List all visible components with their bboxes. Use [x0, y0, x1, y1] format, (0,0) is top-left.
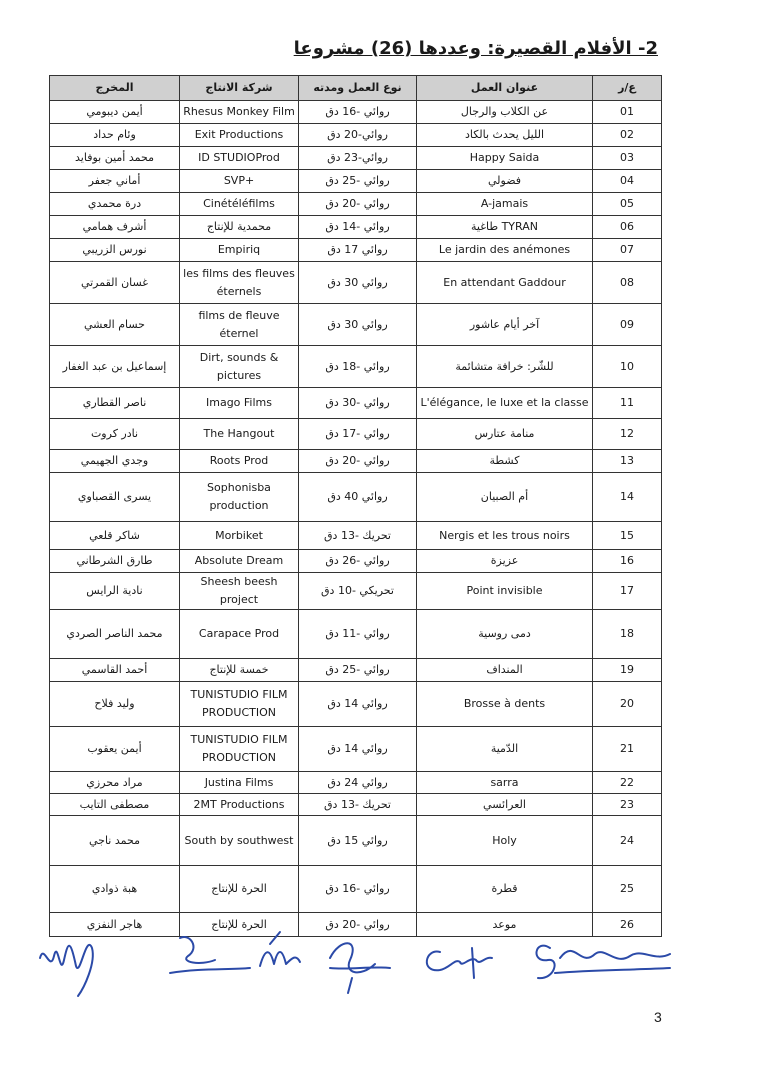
- cell-type: روائي -18 دق: [299, 346, 417, 388]
- table-row: [50, 304, 662, 346]
- cell-title: Brosse à dents: [417, 682, 593, 727]
- cell-producer: Sophonisba production: [180, 473, 299, 522]
- table-row: [50, 388, 662, 419]
- table-row: [50, 794, 662, 816]
- cell-title: منامة عتارس: [417, 419, 593, 450]
- cell-type: روائي 30 دق: [299, 262, 417, 304]
- cell-title: الدّمية: [417, 727, 593, 772]
- cell-num: 25: [593, 866, 662, 913]
- cell-title: طاغية TYRAN: [417, 216, 593, 239]
- header-director: المخرج: [50, 76, 180, 101]
- cell-director: وئام حداد: [50, 124, 180, 147]
- cell-producer: محمدية للإنتاج: [180, 216, 299, 239]
- cell-producer: Exit Productions: [180, 124, 299, 147]
- cell-num: 13: [593, 450, 662, 473]
- cell-title: قطرة: [417, 866, 593, 913]
- cell-title: الليل يحدث بالكاد: [417, 124, 593, 147]
- cell-producer: Justina Films: [180, 772, 299, 794]
- cell-type: تحريك -13 دق: [299, 522, 417, 550]
- cell-director: محمد الناصر الصردي: [50, 610, 180, 659]
- cell-title: آخر أيام عاشور: [417, 304, 593, 346]
- cell-producer: Cinétéléfilms: [180, 193, 299, 216]
- table-row: [50, 450, 662, 473]
- cell-producer: The Hangout: [180, 419, 299, 450]
- cell-num: 15: [593, 522, 662, 550]
- cell-director: وليد فلاح: [50, 682, 180, 727]
- cell-director: أحمد القاسمي: [50, 659, 180, 682]
- cell-director: هاجر النفزي: [50, 913, 180, 937]
- cell-type: تحريك -13 دق: [299, 794, 417, 816]
- cell-title: للشّر: خرافة متشائمة: [417, 346, 593, 388]
- header-title: عنوان العمل: [417, 76, 593, 101]
- cell-num: 20: [593, 682, 662, 727]
- header-num: ع/ر: [593, 76, 662, 101]
- cell-director: هبة ذوادي: [50, 866, 180, 913]
- cell-producer: SVP+: [180, 170, 299, 193]
- table-row: [50, 101, 662, 124]
- cell-num: 09: [593, 304, 662, 346]
- signature-5: [427, 948, 492, 978]
- cell-director: مصطفى التايب: [50, 794, 180, 816]
- table-header-row: [50, 76, 662, 101]
- cell-director: أيمن يعقوب: [50, 727, 180, 772]
- table-row: [50, 239, 662, 262]
- cell-num: 21: [593, 727, 662, 772]
- cell-director: طارق الشرطاني: [50, 550, 180, 573]
- cell-producer: Carapace Prod: [180, 610, 299, 659]
- cell-director: نادر كروت: [50, 419, 180, 450]
- cell-title: Point invisible: [417, 573, 593, 610]
- cell-title: كشطة: [417, 450, 593, 473]
- table-row: [50, 124, 662, 147]
- cell-type: روائي 30 دق: [299, 304, 417, 346]
- cell-num: 26: [593, 913, 662, 937]
- table-row: [50, 419, 662, 450]
- cell-director: نادية الرايس: [50, 573, 180, 610]
- table-body: [50, 101, 662, 937]
- cell-director: محمد أمين بوفايد: [50, 147, 180, 170]
- cell-num: 16: [593, 550, 662, 573]
- cell-title: Nergis et les trous noirs: [417, 522, 593, 550]
- cell-producer: Morbiket: [180, 522, 299, 550]
- cell-type: روائي-20 دق: [299, 124, 417, 147]
- cell-num: 12: [593, 419, 662, 450]
- table-row: [50, 216, 662, 239]
- cell-title: A-jamais: [417, 193, 593, 216]
- signatures: [30, 918, 680, 998]
- cell-producer: خمسة للإنتاج: [180, 659, 299, 682]
- signature-4: [330, 943, 390, 993]
- table-row: [50, 262, 662, 304]
- cell-type: روائي -26 دق: [299, 550, 417, 573]
- cell-num: 04: [593, 170, 662, 193]
- cell-type: روائي -25 دق: [299, 170, 417, 193]
- cell-num: 14: [593, 473, 662, 522]
- cell-num: 05: [593, 193, 662, 216]
- cell-director: أشرف همامي: [50, 216, 180, 239]
- signature-1: [40, 945, 93, 996]
- cell-num: 18: [593, 610, 662, 659]
- cell-director: إسماعيل بن عبد الغفار: [50, 346, 180, 388]
- cell-type: روائي -11 دق: [299, 610, 417, 659]
- cell-num: 10: [593, 346, 662, 388]
- cell-title: المنداف: [417, 659, 593, 682]
- cell-title: دمى روسية: [417, 610, 593, 659]
- table-row: [50, 659, 662, 682]
- cell-num: 24: [593, 816, 662, 866]
- cell-title: العرائسي: [417, 794, 593, 816]
- cell-type: روائي -14 دق: [299, 216, 417, 239]
- cell-director: شاكر قلعي: [50, 522, 180, 550]
- cell-director: ناصر القطاري: [50, 388, 180, 419]
- cell-producer: Dirt, sounds & pictures: [180, 346, 299, 388]
- table-row: [50, 193, 662, 216]
- cell-title: Le jardin des anémones: [417, 239, 593, 262]
- cell-producer: Roots Prod: [180, 450, 299, 473]
- cell-director: نورس الزريبي: [50, 239, 180, 262]
- cell-title: فضولي: [417, 170, 593, 193]
- table-row: [50, 346, 662, 388]
- table-row: [50, 866, 662, 913]
- page-heading: 2- الأفلام القصيرة: وعددها (26) مشروعا: [293, 38, 658, 59]
- cell-num: 19: [593, 659, 662, 682]
- cell-num: 22: [593, 772, 662, 794]
- cell-producer: ID STUDIOProd: [180, 147, 299, 170]
- cell-director: أماني جعفر: [50, 170, 180, 193]
- cell-type: روائي 15 دق: [299, 816, 417, 866]
- cell-type: روائي -20 دق: [299, 913, 417, 937]
- cell-director: مراد محرزي: [50, 772, 180, 794]
- table-row: [50, 522, 662, 550]
- cell-producer: South by southwest: [180, 816, 299, 866]
- cell-title: عزيزة: [417, 550, 593, 573]
- cell-num: 17: [593, 573, 662, 610]
- cell-director: يسرى القصباوي: [50, 473, 180, 522]
- cell-type: روائي -25 دق: [299, 659, 417, 682]
- cell-producer: Absolute Dream: [180, 550, 299, 573]
- cell-producer: Imago Films: [180, 388, 299, 419]
- table-row: [50, 772, 662, 794]
- cell-title: Happy Saida: [417, 147, 593, 170]
- header-producer: شركة الانتاج: [180, 76, 299, 101]
- cell-type: روائي -20 دق: [299, 193, 417, 216]
- cell-type: روائي -16 دق: [299, 101, 417, 124]
- cell-type: روائي -30 دق: [299, 388, 417, 419]
- cell-title: أم الصبيان: [417, 473, 593, 522]
- cell-director: درة محمدي: [50, 193, 180, 216]
- cell-num: 11: [593, 388, 662, 419]
- cell-producer: Empiriq: [180, 239, 299, 262]
- cell-type: روائي -16 دق: [299, 866, 417, 913]
- cell-type: روائي 24 دق: [299, 772, 417, 794]
- page-number: 3: [654, 1009, 662, 1025]
- cell-type: روائي -17 دق: [299, 419, 417, 450]
- cell-num: 03: [593, 147, 662, 170]
- cell-producer: 2MT Productions: [180, 794, 299, 816]
- cell-type: روائي -20 دق: [299, 450, 417, 473]
- cell-director: حسام العشي: [50, 304, 180, 346]
- cell-title: sarra: [417, 772, 593, 794]
- cell-num: 06: [593, 216, 662, 239]
- cell-title: موعد: [417, 913, 593, 937]
- cell-producer: films de fleuve éternel: [180, 304, 299, 346]
- cell-producer: les films des fleuves éternels: [180, 262, 299, 304]
- cell-title: Holy: [417, 816, 593, 866]
- signature-2: [170, 937, 250, 973]
- signature-3: [260, 932, 300, 966]
- table-row: [50, 473, 662, 522]
- table-row: [50, 550, 662, 573]
- cell-title: L'élégance, le luxe et la classe: [417, 388, 593, 419]
- cell-num: 02: [593, 124, 662, 147]
- table-row: [50, 610, 662, 659]
- cell-num: 08: [593, 262, 662, 304]
- cell-title: En attendant Gaddour: [417, 262, 593, 304]
- cell-director: أيمن ديبومي: [50, 101, 180, 124]
- cell-director: غسان القمرتي: [50, 262, 180, 304]
- cell-producer: TUNISTUDIO FILM PRODUCTION: [180, 682, 299, 727]
- header-type: نوع العمل ومدته: [299, 76, 417, 101]
- table-row: [50, 170, 662, 193]
- cell-director: وجدي الجهيمي: [50, 450, 180, 473]
- table-row: [50, 682, 662, 727]
- films-table: [49, 75, 662, 937]
- cell-type: روائي 17 دق: [299, 239, 417, 262]
- table-row: [50, 727, 662, 772]
- cell-producer: Sheesh beesh project: [180, 573, 299, 610]
- cell-producer: الحرة للإنتاج: [180, 913, 299, 937]
- cell-num: 23: [593, 794, 662, 816]
- cell-num: 01: [593, 101, 662, 124]
- table-row: [50, 816, 662, 866]
- signature-6: [536, 946, 670, 979]
- cell-producer: Rhesus Monkey Film: [180, 101, 299, 124]
- cell-type: روائي 40 دق: [299, 473, 417, 522]
- cell-type: روائي 14 دق: [299, 682, 417, 727]
- cell-director: محمد ناجي: [50, 816, 180, 866]
- cell-num: 07: [593, 239, 662, 262]
- table-row: [50, 573, 662, 610]
- cell-producer: الحرة للإنتاج: [180, 866, 299, 913]
- cell-producer: TUNISTUDIO FILM PRODUCTION: [180, 727, 299, 772]
- cell-type: روائي-23 دق: [299, 147, 417, 170]
- cell-title: عن الكلاب والرجال: [417, 101, 593, 124]
- table-row: [50, 147, 662, 170]
- cell-type: تحريكي -10 دق: [299, 573, 417, 610]
- cell-type: روائي 14 دق: [299, 727, 417, 772]
